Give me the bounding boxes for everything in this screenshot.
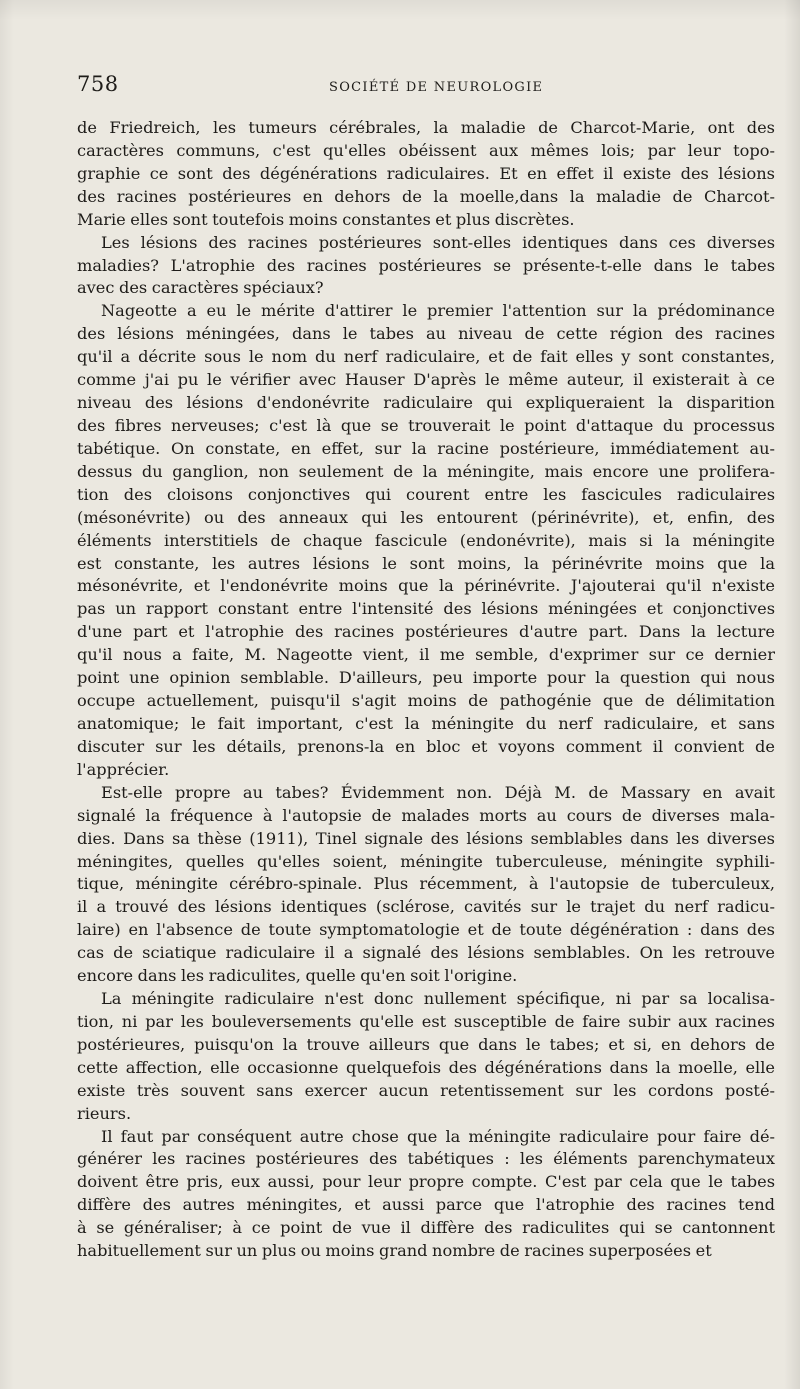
text-line: La méningite radiculaire n'est donc nullement spécifique, ni par sa localisa- (101, 989, 775, 1009)
text-line: il a trouvé des lésions identiques (sclérose, cavités sur le trajet du nerf radicu- (77, 897, 775, 917)
text-line: existe très souvent sans exercer aucun retentissement sur les cordons posté- (77, 1080, 775, 1100)
text-line: méningites, quelles qu'elles soient, méningite tuberculeuse, méningite syphili- (77, 851, 775, 871)
text-line: des racines postérieures en dehors de la moelle,dans la maladie de Charcot- (77, 186, 775, 206)
paragraph (77, 232, 775, 301)
article-body (77, 117, 775, 1387)
text-line: discuter sur les détails, prenons-la en bloc et voyons comment il convient de (77, 736, 775, 756)
text-line: est constante, les autres lésions le sont moins, la périnévrite moins que la (77, 553, 775, 573)
text-line: l'apprécier. (77, 759, 170, 779)
running-head (77, 72, 775, 102)
text-line: des fibres nerveuses; c'est là que se trouverait le point d'attaque du processus (77, 415, 775, 435)
text-line: générer les racines postérieures des tabétiques : les éléments parenchymateux (77, 1149, 775, 1169)
text-line: des lésions méningées, dans le tabes au niveau de cette région des racines (77, 324, 775, 344)
paragraph (77, 117, 775, 232)
text-line: qu'il nous a faite, M. Nageotte vient, il me semble, d'exprimer sur ce dernier (77, 645, 775, 665)
text-line: rieurs. (77, 1103, 132, 1123)
text-line: tion des cloisons conjonctives qui courent entre les fascicules radiculaires (77, 484, 775, 504)
text-line: qu'il a décrite sous le nom du nerf radiculaire, et de fait elles y sont constantes, (77, 347, 775, 367)
text-line: à se généraliser; à ce point de vue il diffère des radiculites qui se cantonnent (77, 1218, 775, 1238)
paragraph (77, 300, 775, 781)
text-line: tique, méningite cérébro-spinale. Plus récemment, à l'autopsie de tuberculeux, (77, 874, 775, 894)
text-line: éléments interstitiels de chaque fascicule (endonévrite), mais si la méningite (77, 530, 775, 550)
text-line: comme j'ai pu le vérifier avec Hauser D'après le même auteur, il existerait à ce (77, 370, 775, 390)
text-line: diffère des autres méningites, et aussi parce que l'atrophie des racines tend (77, 1195, 775, 1215)
text-line: habituellement sur un plus ou moins grand nombre de racines superposées et (77, 1241, 712, 1261)
text-line: maladies? L'atrophie des racines postérieures se présente-t-elle dans le tabes (77, 255, 775, 275)
text-line: Nageotte a eu le mérite d'attirer le premier l'attention sur la prédominance (101, 301, 775, 321)
text-line: d'une part et l'atrophie des racines postérieures d'autre part. Dans la lecture (77, 622, 775, 642)
page-number: 758 (77, 72, 119, 96)
text-line: (mésonévrite) ou des anneaux qui les entourent (périnévrite), et, enfin, des (77, 507, 775, 527)
text-line: cette affection, elle occasionne quelquefois des dégénérations dans la moelle, elle (77, 1057, 775, 1077)
text-line: mésonévrite, et l'endonévrite moins que la périnévrite. J'ajouterai qu'il n'existe (77, 576, 775, 596)
text-line: dies. Dans sa thèse (1911), Tinel signale des lésions semblables dans les diverses (77, 828, 775, 848)
text-line: point une opinion semblable. D'ailleurs, peu importe pour la question qui nous (77, 668, 775, 688)
text-line: signalé la fréquence à l'autopsie de malades morts au cours de diverses mala- (77, 805, 775, 825)
journal-title: SOCIÉTÉ DE NEUROLOGIE (329, 80, 544, 95)
text-line: de Friedreich, les tumeurs cérébrales, la maladie de Charcot-Marie, ont des (77, 118, 775, 137)
text-line: avec des caractères spéciaux? (77, 278, 324, 298)
text-line: Marie elles sont toutefois moins constantes et plus discrètes. (77, 209, 575, 229)
text-line: tabétique. On constate, en effet, sur la racine postérieure, immédiatement au- (77, 438, 775, 458)
text-line: niveau des lésions d'endonévrite radiculaire qui expliqueraient la disparition (77, 393, 775, 413)
text-line: graphie ce sont des dégénérations radiculaires. Et en effet il existe des lésions (77, 163, 775, 183)
text-line: doivent être pris, eux aussi, pour leur propre compte. C'est par cela que le tabes (77, 1172, 775, 1192)
text-line: cas de sciatique radiculaire il a signalé des lésions semblables. On les retrouve (77, 943, 775, 963)
text-line: pas un rapport constant entre l'intensité des lésions méningées et conjonctives (77, 599, 775, 619)
text-line: anatomique; le fait important, c'est la méningite du nerf radiculaire, et sans (77, 713, 775, 733)
text-line: Il faut par conséquent autre chose que la méningite radiculaire pour faire dé- (101, 1126, 775, 1146)
paragraph (77, 1126, 775, 1264)
text-line: postérieures, puisqu'on la trouve ailleurs que dans le tabes; et si, en dehors de (77, 1034, 775, 1054)
text-line: tion, ni par les bouleversements qu'elle est susceptible de faire subir aux racines (77, 1011, 775, 1031)
paragraph (77, 988, 775, 1126)
text-line: laire) en l'absence de toute symptomatologie et de toute dégénération : dans des (77, 920, 775, 940)
text-line: occupe actuellement, puisqu'il s'agit moins de pathogénie que de délimitation (77, 691, 775, 711)
text-line: Les lésions des racines postérieures sont-elles identiques dans ces diverses (101, 232, 775, 252)
text-line: dessus du ganglion, non seulement de la méningite, mais encore une prolifera- (77, 461, 775, 481)
text-line: caractères communs, c'est qu'elles obéissent aux mêmes lois; par leur topo- (77, 140, 775, 160)
text-line: encore dans les radiculites, quelle qu'en soit l'origine. (77, 966, 518, 986)
text-line: Est-elle propre au tabes? Évidemment non. Déjà M. de Massary en avait (101, 782, 775, 802)
paragraph (77, 782, 775, 988)
